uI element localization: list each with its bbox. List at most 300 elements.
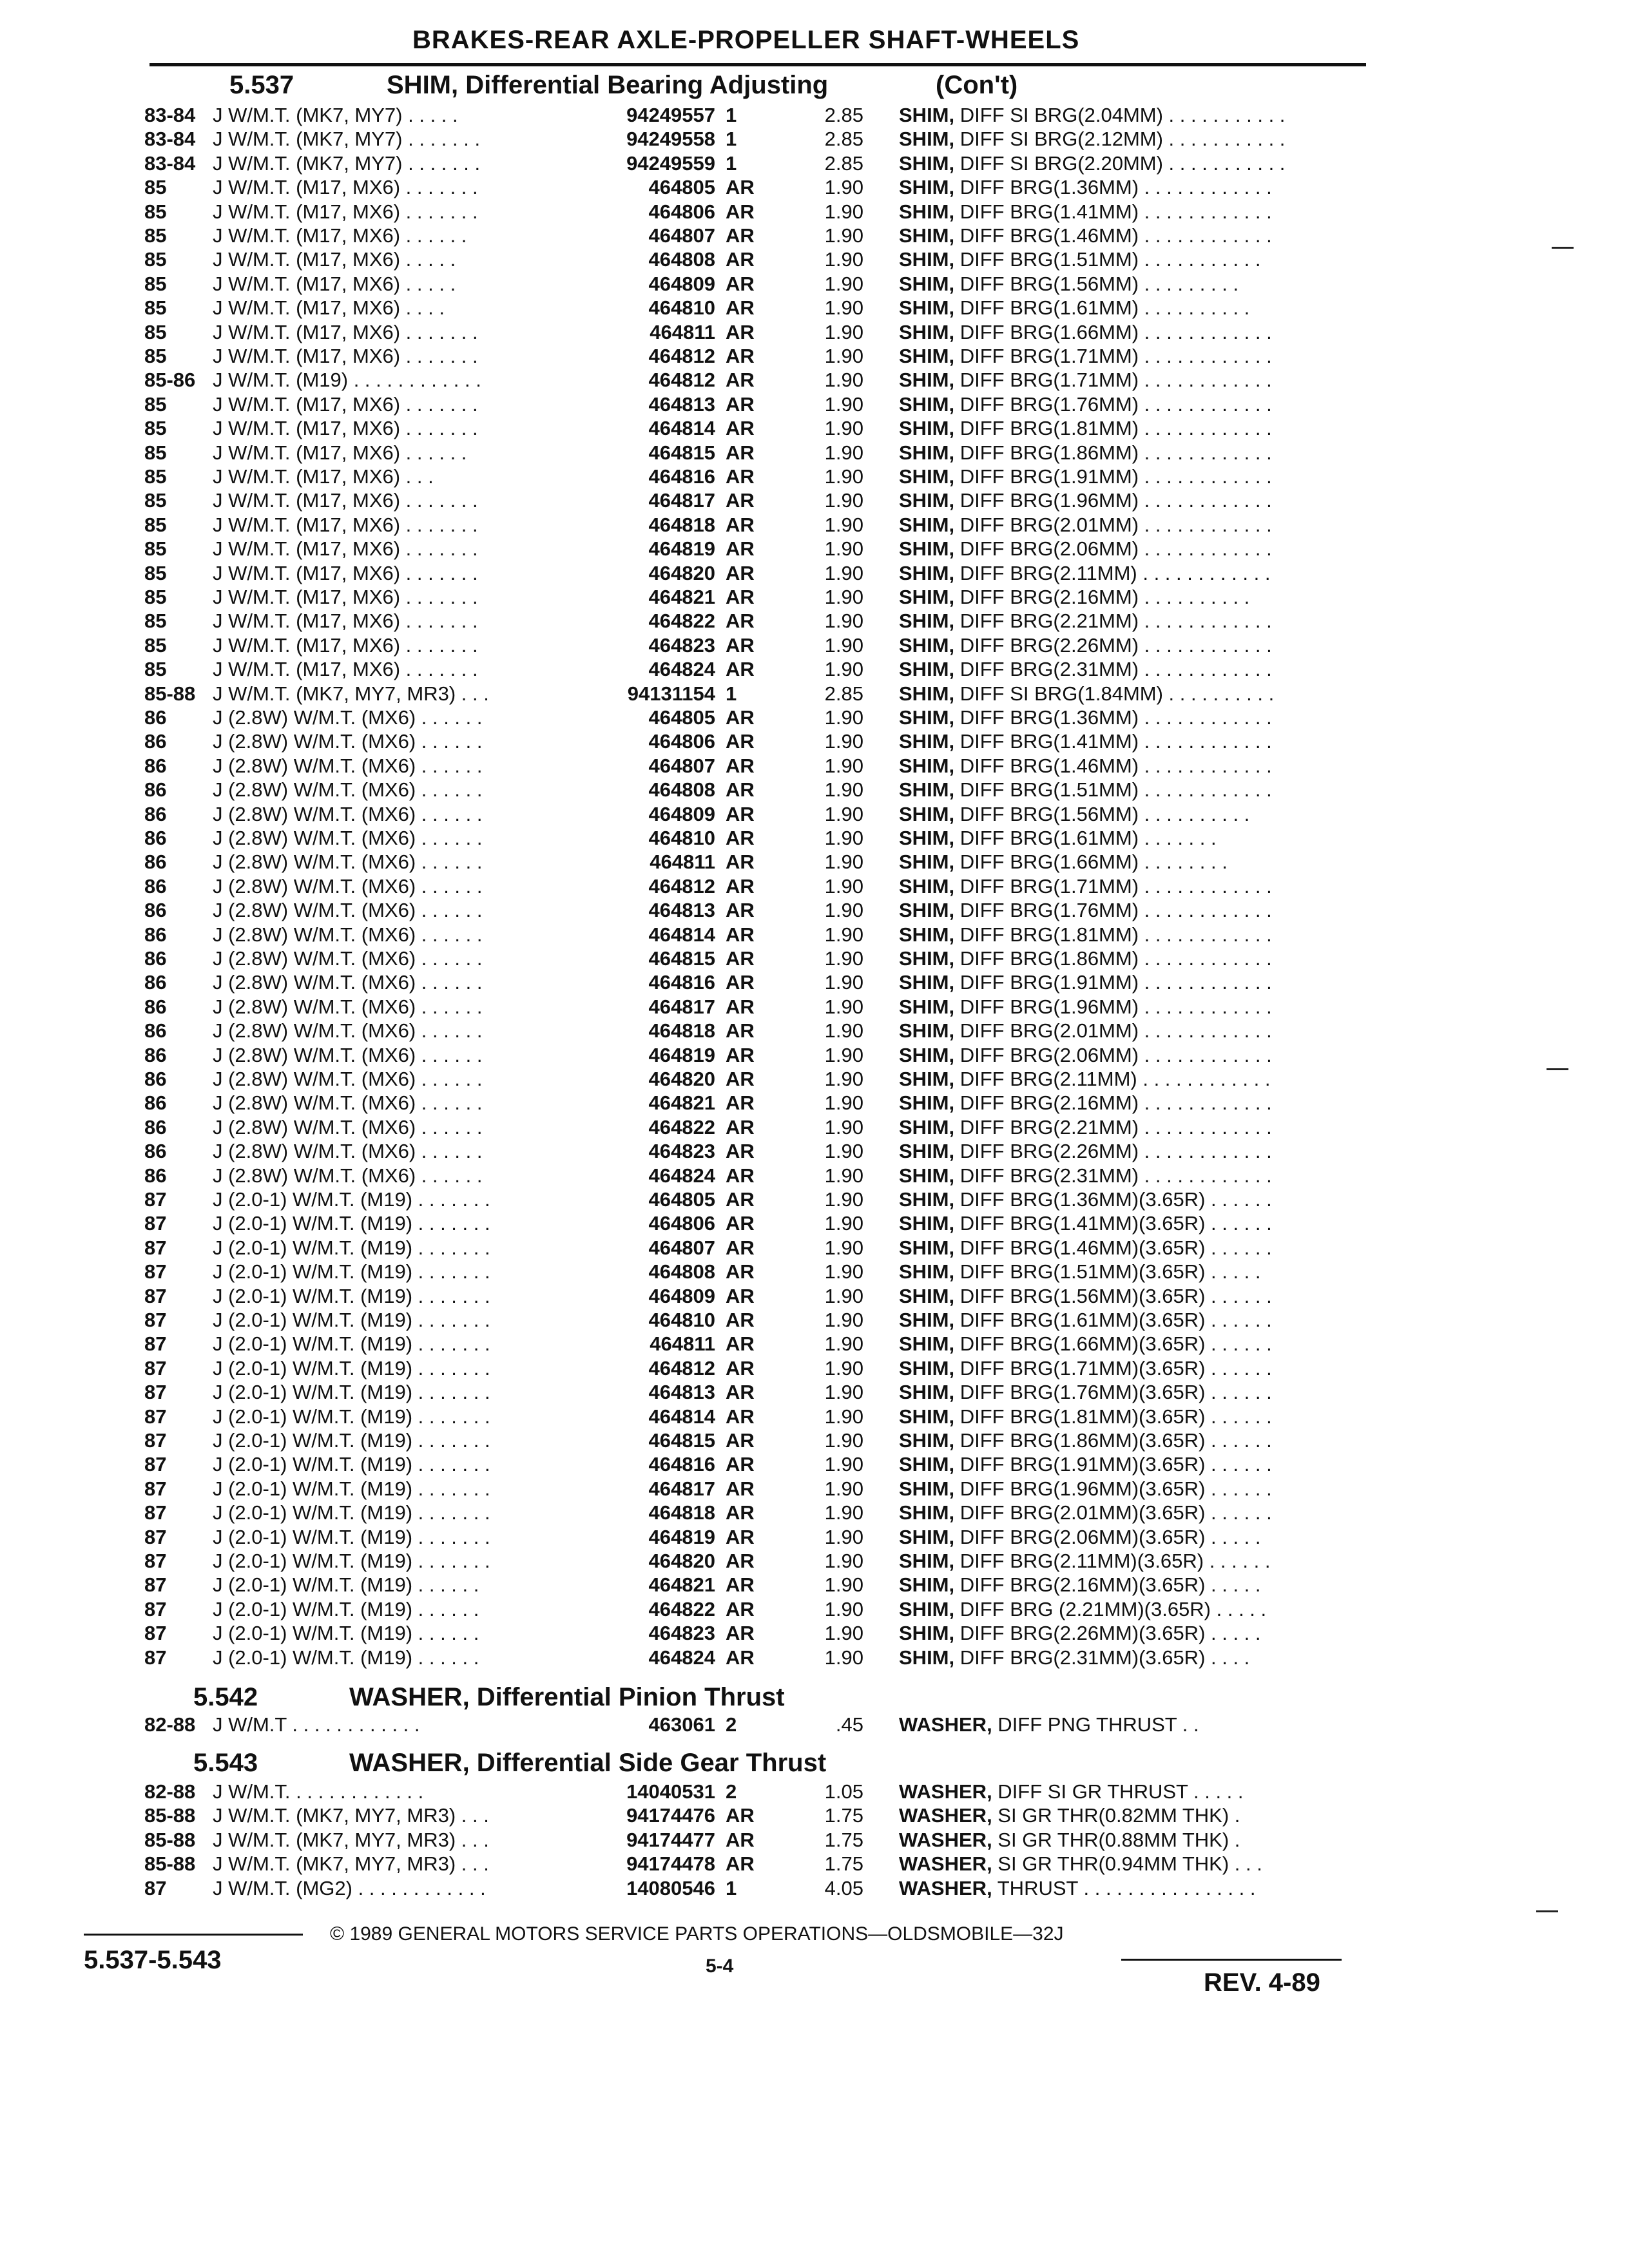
description-noun: WASHER, bbox=[899, 1804, 992, 1827]
description bbox=[899, 1876, 1256, 1900]
model-year: 85 bbox=[144, 296, 167, 320]
part-number: 464821 bbox=[648, 1573, 715, 1597]
price: 1.90 bbox=[824, 1477, 863, 1500]
part-row bbox=[0, 368, 1629, 392]
quantity: AR bbox=[726, 417, 755, 440]
price: 1.90 bbox=[824, 176, 863, 199]
application: J W/M.T. (MK7, MY7, MR3) . . . bbox=[213, 1852, 489, 1876]
application: J W/M.T. (M17, MX6) . . . . . . bbox=[213, 441, 467, 464]
description-noun: SHIM, bbox=[899, 658, 955, 681]
model-year: 87 bbox=[144, 1550, 167, 1572]
part-number: 464817 bbox=[648, 1477, 715, 1500]
price: 1.90 bbox=[824, 754, 863, 777]
description-detail: DIFF BRG(2.11MM)(3.65R) . . . . . . bbox=[954, 1550, 1271, 1572]
description bbox=[899, 344, 1272, 368]
description bbox=[899, 392, 1272, 416]
part-row bbox=[0, 1164, 1629, 1187]
model-year: 87 bbox=[144, 1188, 167, 1211]
model-year: 86 bbox=[144, 706, 167, 729]
part-row bbox=[0, 513, 1629, 537]
description-detail: DIFF BRG(1.86MM) . . . . . . . . . . . . bbox=[954, 947, 1272, 970]
description-noun: SHIM, bbox=[899, 561, 955, 584]
description-noun: SHIM, bbox=[899, 151, 955, 175]
part-number: 464806 bbox=[648, 730, 715, 753]
part-number: 14080546 bbox=[626, 1876, 715, 1899]
description-detail: DIFF PNG THRUST . . bbox=[992, 1713, 1199, 1736]
part-number: 464813 bbox=[648, 1381, 715, 1404]
description bbox=[899, 898, 1272, 922]
description-detail: DIFF BRG(1.91MM)(3.65R) . . . . . . bbox=[954, 1453, 1272, 1476]
quantity: AR bbox=[726, 1429, 755, 1452]
description bbox=[899, 1164, 1272, 1187]
part-row bbox=[0, 657, 1629, 681]
description-noun: SHIM, bbox=[899, 489, 955, 512]
part-row bbox=[0, 947, 1629, 970]
description bbox=[899, 1452, 1272, 1476]
part-row bbox=[0, 416, 1629, 440]
model-year: 86 bbox=[144, 827, 167, 849]
description bbox=[899, 1308, 1272, 1332]
description-noun: SHIM, bbox=[899, 971, 955, 994]
description-noun: SHIM, bbox=[899, 1115, 955, 1139]
description-noun: WASHER, bbox=[899, 1852, 992, 1876]
margin-mark bbox=[1552, 247, 1574, 249]
description-detail: DIFF BRG(2.16MM) . . . . . . . . . . bbox=[954, 586, 1250, 608]
application: J W/M.T. (M17, MX6) . . . . . . . bbox=[213, 586, 478, 608]
model-year: 86 bbox=[144, 1043, 167, 1066]
quantity: AR bbox=[726, 1309, 755, 1331]
description-detail: DIFF BRG(1.71MM)(3.65R) . . . . . . bbox=[954, 1356, 1272, 1379]
model-year: 86 bbox=[144, 850, 167, 874]
description-detail: DIFF BRG(1.81MM) . . . . . . . . . . . . bbox=[954, 923, 1272, 946]
description-noun: SHIM, bbox=[899, 1646, 955, 1669]
model-year: 85 bbox=[144, 610, 167, 633]
quantity: AR bbox=[726, 899, 755, 922]
model-year: 85 bbox=[144, 489, 167, 512]
description-noun: SHIM, bbox=[899, 1140, 955, 1163]
description-detail: DIFF BRG(2.31MM) . . . . . . . . . . . . bbox=[954, 1164, 1272, 1187]
part-row bbox=[0, 1621, 1629, 1645]
quantity: AR bbox=[726, 874, 755, 898]
price: 1.90 bbox=[824, 1115, 863, 1139]
description-detail: DIFF BRG(1.91MM) . . . . . . . . . . . . bbox=[954, 465, 1272, 488]
application: J W/M.T. (M17, MX6) . . . . . . . bbox=[213, 345, 478, 367]
part-row bbox=[0, 1115, 1629, 1139]
quantity: AR bbox=[726, 754, 755, 777]
quantity: AR bbox=[726, 1573, 755, 1597]
description bbox=[899, 802, 1249, 826]
part-number: 94249558 bbox=[626, 128, 715, 151]
price: 1.05 bbox=[824, 1780, 863, 1803]
part-row bbox=[0, 1803, 1629, 1827]
description bbox=[899, 224, 1272, 247]
quantity: AR bbox=[726, 1188, 755, 1211]
quantity: AR bbox=[726, 586, 755, 608]
model-year: 85 bbox=[144, 417, 167, 440]
description-detail: DIFF BRG(1.66MM) . . . . . . . . bbox=[954, 850, 1228, 874]
description-noun: SHIM, bbox=[899, 827, 955, 849]
quantity: AR bbox=[726, 923, 755, 946]
description-noun: SHIM, bbox=[899, 1453, 955, 1476]
model-year: 86 bbox=[144, 1115, 167, 1139]
model-year: 86 bbox=[144, 899, 167, 922]
description bbox=[899, 1501, 1272, 1524]
part-number: 464814 bbox=[648, 1405, 715, 1428]
application: J W/M.T. (M17, MX6) . . . . . . . bbox=[213, 176, 478, 199]
price: 1.90 bbox=[824, 248, 863, 271]
part-row bbox=[0, 320, 1629, 344]
model-year: 87 bbox=[144, 1876, 167, 1899]
application: J (2.0-1) W/M.T. (M19) . . . . . . bbox=[213, 1646, 479, 1669]
model-year: 85 bbox=[144, 392, 167, 416]
price: 1.90 bbox=[824, 850, 863, 874]
price: 1.90 bbox=[824, 1043, 863, 1066]
price: 1.90 bbox=[824, 778, 863, 802]
part-row bbox=[0, 488, 1629, 512]
part-row bbox=[0, 1308, 1629, 1332]
part-number: 464805 bbox=[648, 176, 715, 199]
description-noun: SHIM, bbox=[899, 1332, 955, 1356]
section-number: 5.543 bbox=[193, 1749, 258, 1777]
model-year: 85 bbox=[144, 561, 167, 584]
description-noun: SHIM, bbox=[899, 1405, 955, 1428]
price: 2.85 bbox=[824, 682, 863, 705]
application: J W/M.T. (M17, MX6) . . . . . . . bbox=[213, 537, 478, 561]
part-row bbox=[0, 1525, 1629, 1549]
description-noun: SHIM, bbox=[899, 1019, 955, 1043]
price: 2.85 bbox=[824, 128, 863, 151]
application: J (2.0-1) W/M.T. (M19) . . . . . . bbox=[213, 1573, 479, 1597]
application: J W/M.T. (M17, MX6) . . . . . . . bbox=[213, 489, 478, 512]
model-year: 85 bbox=[144, 586, 167, 608]
price: 1.90 bbox=[824, 947, 863, 970]
description-noun: SHIM, bbox=[899, 1043, 955, 1066]
description bbox=[899, 585, 1249, 609]
price: 1.90 bbox=[824, 1019, 863, 1043]
price: 1.90 bbox=[824, 633, 863, 657]
model-year: 86 bbox=[144, 995, 167, 1018]
price: 1.90 bbox=[824, 1164, 863, 1187]
quantity: AR bbox=[726, 1019, 755, 1043]
part-row bbox=[0, 296, 1629, 320]
part-number: 464819 bbox=[648, 1043, 715, 1066]
description bbox=[899, 368, 1272, 392]
description bbox=[899, 416, 1272, 440]
quantity: AR bbox=[726, 1501, 755, 1524]
quantity: AR bbox=[726, 465, 755, 488]
part-number: 464807 bbox=[648, 1236, 715, 1259]
description-noun: SHIM, bbox=[899, 441, 955, 464]
quantity: AR bbox=[726, 610, 755, 633]
price: 1.90 bbox=[824, 1236, 863, 1259]
description-noun: SHIM, bbox=[899, 1597, 955, 1620]
part-row bbox=[0, 561, 1629, 585]
application: J (2.8W) W/M.T. (MX6) . . . . . . bbox=[213, 850, 483, 874]
description-detail: DIFF SI BRG(1.84MM) . . . . . . . . . . bbox=[954, 682, 1275, 705]
description-noun: SHIM, bbox=[899, 682, 955, 705]
application: J (2.8W) W/M.T. (MX6) . . . . . . bbox=[213, 1140, 483, 1163]
description-detail: DIFF BRG(2.01MM) . . . . . . . . . . . . bbox=[954, 1019, 1272, 1043]
application: J W/M.T. (M17, MX6) . . . . . . . bbox=[213, 417, 478, 440]
description-detail: DIFF BRG(2.21MM) . . . . . . . . . . . . bbox=[954, 610, 1272, 633]
description-detail: DIFF BRG(1.56MM)(3.65R) . . . . . . bbox=[954, 1284, 1272, 1307]
part-number: 464813 bbox=[648, 899, 715, 922]
section-title: WASHER, Differential Side Gear Thrust bbox=[349, 1749, 827, 1777]
model-year: 87 bbox=[144, 1429, 167, 1452]
description bbox=[899, 729, 1272, 753]
description bbox=[899, 561, 1270, 585]
quantity: AR bbox=[726, 1236, 755, 1259]
price: 1.90 bbox=[824, 1332, 863, 1356]
part-number: 94174478 bbox=[626, 1852, 715, 1876]
quantity: AR bbox=[726, 971, 755, 994]
footer-copyright: © 1989 GENERAL MOTORS SERVICE PARTS OPERATIONS—OLDSMOBILE—32J bbox=[330, 1923, 1064, 1945]
application: J W/M.T. (MK7, MY7, MR3) . . . bbox=[213, 1804, 489, 1827]
model-year: 85 bbox=[144, 345, 167, 367]
price: 1.90 bbox=[824, 392, 863, 416]
price: 1.90 bbox=[824, 1405, 863, 1428]
description-detail: DIFF SI BRG(2.20MM) . . . . . . . . . . . bbox=[954, 151, 1286, 175]
description-detail: DIFF BRG(2.26MM) . . . . . . . . . . . . bbox=[954, 1140, 1272, 1163]
description-noun: SHIM, bbox=[899, 1164, 955, 1187]
description-detail: DIFF BRG(2.06MM) . . . . . . . . . . . . bbox=[954, 537, 1272, 561]
part-number: 464808 bbox=[648, 1260, 715, 1283]
part-number: 464820 bbox=[648, 561, 715, 584]
price: 1.90 bbox=[824, 923, 863, 946]
application: J (2.8W) W/M.T. (MX6) . . . . . . bbox=[213, 1068, 483, 1090]
price: 1.90 bbox=[824, 1501, 863, 1524]
part-row bbox=[0, 778, 1629, 802]
section-title: WASHER, Differential Pinion Thrust bbox=[349, 1683, 785, 1711]
quantity: AR bbox=[726, 200, 755, 223]
application: J (2.0-1) W/M.T. (M19) . . . . . . . bbox=[213, 1429, 490, 1452]
part-number: 464815 bbox=[648, 947, 715, 970]
description-noun: SHIM, bbox=[899, 1501, 955, 1524]
price: 1.90 bbox=[824, 802, 863, 825]
section-continued: (Con't) bbox=[936, 71, 1018, 99]
part-row bbox=[0, 247, 1629, 271]
description-detail: DIFF BRG(1.36MM)(3.65R) . . . . . . bbox=[954, 1188, 1272, 1211]
application: J (2.8W) W/M.T. (MX6) . . . . . . bbox=[213, 899, 483, 922]
part-number: 463061 bbox=[648, 1713, 715, 1736]
section-number: 5.542 bbox=[193, 1683, 258, 1711]
model-year: 87 bbox=[144, 1212, 167, 1235]
part-number: 464815 bbox=[648, 441, 715, 464]
price: 1.90 bbox=[824, 345, 863, 367]
price: 1.90 bbox=[824, 610, 863, 633]
description-detail: DIFF BRG(1.81MM) . . . . . . . . . . . . bbox=[954, 417, 1272, 440]
description-detail: DIFF BRG(1.56MM) . . . . . . . . . bbox=[954, 272, 1239, 295]
application: J W/M.T. (M17, MX6) . . . . . . . bbox=[213, 513, 478, 536]
description-noun: SHIM, bbox=[899, 1091, 955, 1115]
quantity: AR bbox=[726, 778, 755, 802]
description bbox=[899, 247, 1261, 271]
model-year: 83-84 bbox=[144, 151, 196, 175]
model-year: 87 bbox=[144, 1525, 167, 1548]
description-detail: DIFF BRG(2.16MM) . . . . . . . . . . . . bbox=[954, 1091, 1272, 1115]
application: J (2.8W) W/M.T. (MX6) . . . . . . bbox=[213, 730, 483, 753]
description-noun: SHIM, bbox=[899, 610, 955, 633]
description bbox=[899, 1405, 1272, 1428]
description bbox=[899, 175, 1272, 199]
model-year: 82-88 bbox=[144, 1713, 196, 1736]
part-row bbox=[0, 1043, 1629, 1067]
part-row bbox=[0, 850, 1629, 874]
description-detail: SI GR THR(0.94MM THK) . . . bbox=[992, 1852, 1262, 1876]
quantity: AR bbox=[726, 369, 755, 392]
description bbox=[899, 1067, 1270, 1091]
description-noun: SHIM, bbox=[899, 874, 955, 898]
model-year: 85-88 bbox=[144, 1828, 196, 1851]
price: 1.90 bbox=[824, 1429, 863, 1452]
part-row bbox=[0, 585, 1629, 609]
part-number: 94249559 bbox=[626, 151, 715, 175]
part-number: 464818 bbox=[648, 1501, 715, 1524]
part-row bbox=[0, 392, 1629, 416]
description bbox=[899, 296, 1249, 320]
price: 1.90 bbox=[824, 1381, 863, 1404]
description-detail: DIFF BRG(1.71MM) . . . . . . . . . . . . bbox=[954, 874, 1272, 898]
part-row bbox=[0, 1332, 1629, 1356]
description bbox=[899, 1380, 1272, 1404]
part-number: 464823 bbox=[648, 1140, 715, 1163]
part-row bbox=[0, 151, 1629, 175]
description bbox=[899, 1043, 1272, 1067]
application: J W/M.T. (M17, MX6) . . . . . . . bbox=[213, 320, 478, 343]
model-year: 87 bbox=[144, 1453, 167, 1476]
quantity: AR bbox=[726, 513, 755, 536]
application: J (2.0-1) W/M.T. (M19) . . . . . . . bbox=[213, 1309, 490, 1331]
price: 1.90 bbox=[824, 272, 863, 295]
part-number: 464806 bbox=[648, 1212, 715, 1235]
application: J W/M.T. (M17, MX6) . . . . . . . bbox=[213, 610, 478, 633]
part-number: 464822 bbox=[648, 1597, 715, 1620]
description-noun: SHIM, bbox=[899, 754, 955, 777]
quantity: AR bbox=[726, 1622, 755, 1645]
part-row bbox=[0, 441, 1629, 465]
application: J W/M.T. (MK7, MY7, MR3) . . . bbox=[213, 1828, 489, 1851]
application: J (2.0-1) W/M.T. (M19) . . . . . . . bbox=[213, 1188, 490, 1211]
part-number: 464824 bbox=[648, 1646, 715, 1669]
quantity: 2 bbox=[726, 1713, 737, 1736]
part-row bbox=[0, 874, 1629, 898]
part-row bbox=[0, 898, 1629, 922]
part-number: 14040531 bbox=[626, 1780, 715, 1803]
description-detail: DIFF BRG(2.06MM)(3.65R) . . . . . bbox=[954, 1525, 1261, 1548]
part-number: 464818 bbox=[648, 513, 715, 536]
part-row bbox=[0, 633, 1629, 657]
description-noun: SHIM, bbox=[899, 248, 955, 271]
part-row bbox=[0, 1549, 1629, 1573]
quantity: AR bbox=[726, 1164, 755, 1187]
model-year: 85 bbox=[144, 633, 167, 657]
description bbox=[899, 1573, 1261, 1597]
model-year: 86 bbox=[144, 1091, 167, 1115]
description-noun: SHIM, bbox=[899, 706, 955, 729]
quantity: AR bbox=[726, 850, 755, 874]
description-detail: DIFF SI BRG(2.12MM) . . . . . . . . . . . bbox=[954, 128, 1286, 151]
model-year: 86 bbox=[144, 971, 167, 994]
description-noun: SHIM, bbox=[899, 320, 955, 343]
application: J (2.8W) W/M.T. (MX6) . . . . . . bbox=[213, 802, 483, 825]
margin-mark bbox=[1547, 1068, 1568, 1070]
part-number: 464821 bbox=[648, 1091, 715, 1115]
description-noun: SHIM, bbox=[899, 1356, 955, 1379]
quantity: AR bbox=[726, 827, 755, 849]
description bbox=[899, 1646, 1249, 1669]
description-detail: DIFF BRG(2.26MM)(3.65R) . . . . . bbox=[954, 1622, 1261, 1645]
price: 1.90 bbox=[824, 489, 863, 512]
header-rule bbox=[149, 63, 1366, 66]
quantity: AR bbox=[726, 272, 755, 295]
price: 1.90 bbox=[824, 706, 863, 729]
description-detail: DIFF BRG(1.41MM) . . . . . . . . . . . . bbox=[954, 200, 1272, 223]
quantity: AR bbox=[726, 1140, 755, 1163]
description-noun: SHIM, bbox=[899, 923, 955, 946]
description bbox=[899, 151, 1285, 175]
description bbox=[899, 778, 1272, 802]
model-year: 85 bbox=[144, 200, 167, 223]
description-noun: SHIM, bbox=[899, 1260, 955, 1283]
model-year: 86 bbox=[144, 1068, 167, 1090]
margin-mark bbox=[1536, 1910, 1558, 1912]
price: 1.90 bbox=[824, 320, 863, 343]
part-row bbox=[0, 1236, 1629, 1260]
description bbox=[899, 441, 1272, 465]
description bbox=[899, 1019, 1272, 1043]
application: J W/M.T. (M17, MX6) . . . . . bbox=[213, 248, 456, 271]
description-detail: DIFF BRG(1.51MM)(3.65R) . . . . . bbox=[954, 1260, 1261, 1283]
application: J (2.0-1) W/M.T. (M19) . . . . . . bbox=[213, 1597, 479, 1620]
part-row bbox=[0, 272, 1629, 296]
description bbox=[899, 1284, 1272, 1308]
description-detail: DIFF BRG(2.11MM) . . . . . . . . . . . . bbox=[954, 561, 1271, 584]
quantity: 1 bbox=[726, 682, 737, 705]
model-year: 86 bbox=[144, 802, 167, 825]
description-noun: SHIM, bbox=[899, 1381, 955, 1404]
description-detail: DIFF BRG(1.96MM)(3.65R) . . . . . . bbox=[954, 1477, 1272, 1500]
price: .45 bbox=[835, 1713, 863, 1736]
price: 1.90 bbox=[824, 899, 863, 922]
quantity: AR bbox=[726, 537, 755, 561]
description-detail: DIFF BRG(1.61MM) . . . . . . . bbox=[954, 827, 1217, 849]
description-noun: SHIM, bbox=[899, 850, 955, 874]
description-detail: DIFF BRG(1.66MM) . . . . . . . . . . . . bbox=[954, 320, 1272, 343]
description-detail: DIFF BRG(1.76MM) . . . . . . . . . . . . bbox=[954, 899, 1272, 922]
part-row bbox=[0, 1260, 1629, 1283]
application: J W/M.T. (M17, MX6) . . . . . bbox=[213, 272, 456, 295]
quantity: AR bbox=[726, 248, 755, 271]
part-row bbox=[0, 995, 1629, 1019]
part-number: 464823 bbox=[648, 633, 715, 657]
application: J W/M.T. (MG2) . . . . . . . . . . . . bbox=[213, 1876, 486, 1899]
application: J (2.0-1) W/M.T. (M19) . . . . . . . bbox=[213, 1501, 490, 1524]
application: J (2.8W) W/M.T. (MX6) . . . . . . bbox=[213, 1164, 483, 1187]
part-number: 464812 bbox=[648, 369, 715, 392]
price: 1.90 bbox=[824, 224, 863, 247]
description bbox=[899, 1091, 1272, 1115]
quantity: AR bbox=[726, 1356, 755, 1379]
model-year: 87 bbox=[144, 1356, 167, 1379]
model-year: 85 bbox=[144, 537, 167, 561]
application: J W/M.T. (M17, MX6) . . . . . . . bbox=[213, 392, 478, 416]
description-detail: DIFF BRG(2.31MM) . . . . . . . . . . . . bbox=[954, 658, 1272, 681]
quantity: 1 bbox=[726, 1876, 737, 1899]
quantity: AR bbox=[726, 224, 755, 247]
application: J W/M.T. (M17, MX6) . . . . . . . bbox=[213, 633, 478, 657]
description bbox=[899, 103, 1285, 127]
description-noun: WASHER, bbox=[899, 1713, 992, 1736]
